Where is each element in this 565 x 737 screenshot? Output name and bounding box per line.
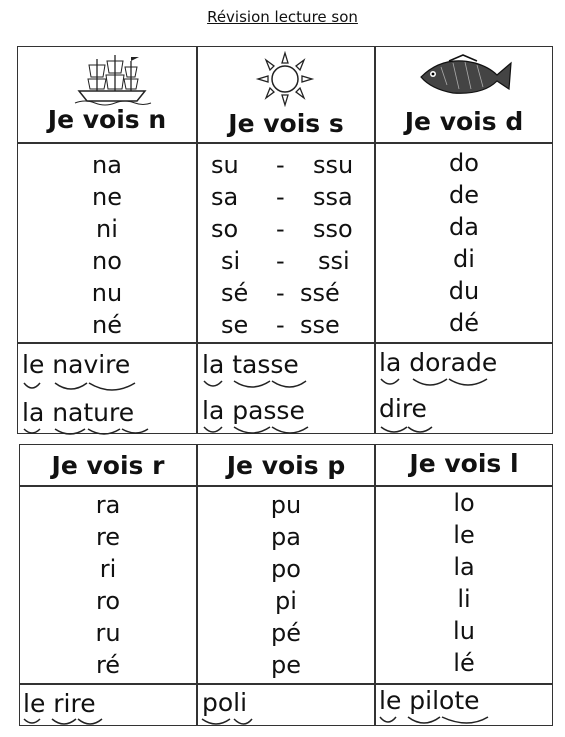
word-la-dorade: la dorade — [379, 348, 498, 377]
syllable: se — [221, 311, 249, 339]
syllable: de — [449, 181, 479, 209]
header-je-vois-l: Je vois l — [409, 449, 519, 478]
syllable-dash: - — [276, 279, 285, 307]
syllable-arcs — [20, 445, 554, 727]
syllable: ssi — [318, 247, 350, 275]
syllable: sa — [211, 183, 239, 211]
syllable: ni — [96, 215, 118, 243]
syllable: dé — [449, 309, 479, 337]
header-je-vois-p: Je vois p — [226, 451, 346, 480]
syllable: lu — [453, 617, 475, 645]
header-je-vois-r: Je vois r — [51, 451, 165, 480]
word-poli: poli — [202, 688, 248, 717]
syllable-dash: - — [276, 183, 285, 211]
syllable: pu — [270, 491, 302, 519]
syllable: no — [92, 247, 122, 275]
word-la-passe: la passe — [202, 396, 305, 425]
syllable: pa — [271, 523, 301, 551]
syllable: ru — [95, 619, 121, 647]
syllable: lé — [453, 649, 475, 677]
syllable-dash: - — [276, 151, 285, 179]
syllable-dash: - — [276, 247, 285, 275]
word-le-navire: le navire — [22, 350, 131, 379]
syllable: sso — [313, 215, 353, 243]
syllable: ne — [92, 183, 122, 211]
syllable: na — [92, 151, 122, 179]
table-n-s-d — [17, 46, 553, 434]
syllable: pé — [271, 619, 301, 647]
syllable: la — [453, 553, 475, 581]
page-title: Révision lecture son — [207, 8, 358, 26]
syllable: ssa — [313, 183, 353, 211]
syllable: né — [92, 311, 122, 339]
syllable: sse — [300, 311, 340, 339]
syllable: su — [211, 151, 239, 179]
word-le-rire: le rire — [23, 689, 96, 718]
syllable: ri — [99, 555, 117, 583]
syllable: le — [453, 521, 475, 549]
word-la-nature: la nature — [22, 398, 135, 427]
table-r-p-l — [19, 444, 553, 726]
syllable: re — [95, 523, 121, 551]
syllable: di — [453, 245, 475, 273]
syllable: po — [271, 555, 301, 583]
syllable-arcs — [18, 47, 554, 435]
header-je-vois-n: Je vois n — [47, 105, 167, 134]
syllable: ssé — [300, 279, 340, 307]
syllable: da — [449, 213, 479, 241]
syllable-dash: - — [276, 215, 285, 243]
syllable: li — [457, 585, 471, 613]
syllable: pi — [275, 587, 297, 615]
syllable: si — [221, 247, 241, 275]
syllable: sé — [221, 279, 249, 307]
syllable: so — [211, 215, 239, 243]
word-le-pilote: le pilote — [379, 686, 480, 715]
header-je-vois-s: Je vois s — [228, 109, 344, 138]
syllable: pe — [271, 651, 301, 679]
syllable: nu — [91, 279, 123, 307]
word-la-tasse: la tasse — [202, 350, 299, 379]
word-dire: dire — [379, 394, 427, 423]
syllable: ssu — [313, 151, 354, 179]
syllable: do — [449, 149, 479, 177]
syllable: ré — [95, 651, 121, 679]
header-je-vois-d: Je vois d — [404, 107, 524, 136]
syllable: ra — [95, 491, 121, 519]
syllable: du — [448, 277, 480, 305]
syllable: ro — [95, 587, 121, 615]
syllable: lo — [453, 489, 475, 517]
syllable-dash: - — [276, 311, 285, 339]
